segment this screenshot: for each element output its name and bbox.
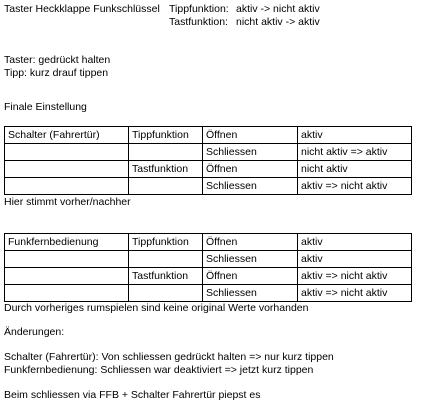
table-cell: aktiv xyxy=(298,127,412,144)
table-cell xyxy=(129,285,203,302)
table-cell: nicht aktiv xyxy=(298,161,412,178)
table-cell: Öffnen xyxy=(203,161,298,178)
note-original-werte: Durch vorheriges rumspielen sind keine original Werte vorhanden xyxy=(4,302,309,314)
table-cell: Tippfunktion xyxy=(129,127,203,144)
table-cell: aktiv xyxy=(298,251,412,268)
table-row xyxy=(5,127,412,144)
table-row xyxy=(5,251,412,268)
table-row xyxy=(5,268,412,285)
table-cell xyxy=(129,178,203,195)
table-cell: Funkfernbedienung xyxy=(5,234,129,251)
table-cell: Schalter (Fahrertür) xyxy=(5,127,129,144)
table-cell xyxy=(5,178,129,195)
table-cell: Öffnen xyxy=(203,268,298,285)
tast-value: nicht aktiv -> aktiv xyxy=(236,16,320,28)
table-row xyxy=(5,161,412,178)
tast-label: Tastfunktion: xyxy=(169,16,228,28)
final-note: Beim schliessen via FFB + Schalter Fahrertür piepst es xyxy=(4,389,261,401)
table-cell: aktiv xyxy=(298,234,412,251)
header-title: Taster Heckklappe Funkschlüssel xyxy=(4,3,160,15)
legend-tipp: Tipp: kurz drauf tippen xyxy=(4,67,109,79)
table-cell: Tastfunktion xyxy=(129,268,203,285)
table-cell: Öffnen xyxy=(203,234,298,251)
table-cell xyxy=(129,144,203,161)
table-cell: aktiv => nicht aktiv xyxy=(298,285,412,302)
legend-taster: Taster: gedrückt halten xyxy=(4,54,111,66)
settings-table-schalter xyxy=(4,126,412,195)
table-cell: aktiv => nicht aktiv xyxy=(298,178,412,195)
section-title: Finale Einstellung xyxy=(4,101,87,113)
table-cell xyxy=(5,161,129,178)
table-cell xyxy=(5,144,129,161)
settings-table-funk xyxy=(4,233,412,302)
table-cell: Tippfunktion xyxy=(129,234,203,251)
table-cell xyxy=(5,268,129,285)
tipp-label: Tippfunktion: xyxy=(169,3,229,15)
changes-title: Änderungen: xyxy=(4,326,65,338)
table-cell: Schliessen xyxy=(203,178,298,195)
note-vorher-nachher: Hier stimmt vorher/nachher xyxy=(4,196,131,208)
table-cell: Schliessen xyxy=(203,251,298,268)
table-cell xyxy=(5,285,129,302)
tipp-value: aktiv -> nicht aktiv xyxy=(236,3,320,15)
table-cell xyxy=(129,251,203,268)
table-cell: aktiv => nicht aktiv xyxy=(298,268,412,285)
table-row xyxy=(5,144,412,161)
change-line-schalter: Schalter (Fahrertür): Von schliessen gedrückt halten => nur kurz tippen xyxy=(4,351,334,363)
table-row xyxy=(5,285,412,302)
table-row xyxy=(5,178,412,195)
table-cell: Schliessen xyxy=(203,285,298,302)
table-cell xyxy=(5,251,129,268)
table-cell: Öffnen xyxy=(203,127,298,144)
change-line-funk: Funkfernbedienung: Schliessen war deaktiviert => jetzt kurz tippen xyxy=(4,364,314,376)
table-row xyxy=(5,234,412,251)
table-cell: nicht aktiv => aktiv xyxy=(298,144,412,161)
table-cell: Schliessen xyxy=(203,144,298,161)
table-cell: Tastfunktion xyxy=(129,161,203,178)
